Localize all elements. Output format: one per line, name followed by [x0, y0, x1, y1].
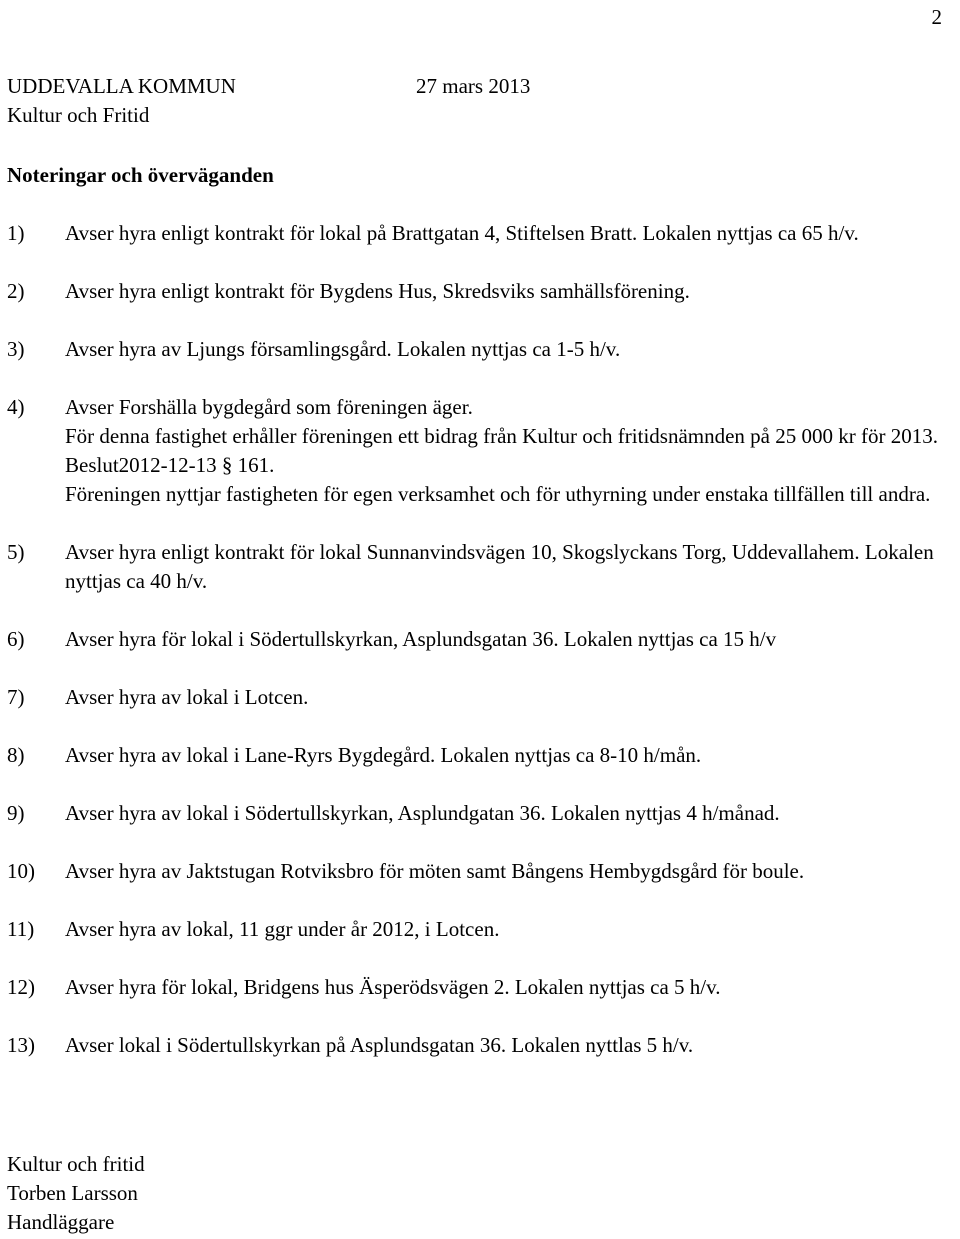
page-number: 2 [931, 5, 942, 29]
note-body [65, 335, 957, 364]
note-text: Avser hyra av Ljungs församlingsgård. Lokalen nyttjas ca 1-5 h/v. [65, 337, 621, 361]
note-text: Avser hyra av lokal i Lotcen. [65, 685, 309, 709]
signature-name: Torben Larsson [7, 1181, 138, 1205]
note-item [7, 973, 957, 1002]
note-text: Avser hyra av lokal, 11 ggr under år 2012, i Lotcen. [65, 917, 500, 941]
document-date: 27 mars 2013 [416, 74, 531, 98]
notes-list [7, 219, 957, 1060]
note-body [65, 219, 957, 248]
note-body [65, 973, 957, 1002]
signature-department: Kultur och fritid [7, 1152, 145, 1176]
note-body [65, 799, 957, 828]
note-item [7, 857, 957, 886]
note-item [7, 538, 957, 596]
note-item [7, 625, 957, 654]
note-text: Avser Forshälla bygdegård som föreningen äger. [65, 395, 473, 419]
note-number: 4) [7, 395, 25, 419]
header-top-line [7, 72, 907, 101]
note-number: 8) [7, 743, 25, 767]
note-body [65, 857, 957, 886]
note-body [65, 393, 957, 509]
note-item [7, 915, 957, 944]
signature-block [7, 1150, 145, 1237]
note-text: Avser hyra av lokal i Södertullskyrkan, Asplundgatan 36. Lokalen nyttjas 4 h/månad. [65, 801, 780, 825]
note-body [65, 741, 957, 770]
note-number: 10) [7, 859, 35, 883]
note-item [7, 683, 957, 712]
note-text: Avser hyra enligt kontrakt för Bygdens Hus, Skredsviks samhällsförening. [65, 279, 690, 303]
note-item [7, 219, 957, 248]
note-text: Avser hyra av Jaktstugan Rotviksbro för möten samt Bångens Hembygdsgård för boule. [65, 859, 805, 883]
department-name: Kultur och Fritid [7, 103, 150, 127]
note-item [7, 741, 957, 770]
page-title: Noteringar och överväganden [7, 163, 274, 187]
note-item [7, 335, 957, 364]
signature-role: Handläggare [7, 1210, 115, 1234]
note-body [65, 1031, 957, 1060]
note-body [65, 683, 957, 712]
note-number: 13) [7, 1033, 35, 1057]
note-text: Avser lokal i Södertullskyrkan på Asplundsgatan 36. Lokalen nyttlas 5 h/v. [65, 1033, 694, 1057]
note-item [7, 1031, 957, 1060]
note-text: Avser hyra enligt kontrakt för lokal Sunnanvindsvägen 10, Skogslyckans Torg, Uddevallahem. Lokalen nyttjas ca 40 h/v. [65, 540, 934, 593]
note-number: 12) [7, 975, 35, 999]
note-body [65, 915, 957, 944]
note-number: 2) [7, 279, 25, 303]
note-number: 9) [7, 801, 25, 825]
document-header [7, 72, 907, 130]
note-number: 5) [7, 540, 25, 564]
note-text: Avser hyra enligt kontrakt för lokal på Brattgatan 4, Stiftelsen Bratt. Lokalen nyttjas ca 65 h/v. [65, 221, 859, 245]
note-body [65, 277, 957, 306]
note-text: För denna fastighet erhåller föreningen ett bidrag från Kultur och fritidsnämnden på 25 000 kr för 2013. Beslut2012-12-13 § 161. [65, 424, 938, 477]
note-number: 1) [7, 221, 25, 245]
note-text: Föreningen nyttjar fastigheten för egen verksamhet och för uthyrning under enstaka tillfällen till andra. [65, 482, 931, 506]
note-number: 11) [7, 917, 35, 941]
note-body [65, 625, 957, 654]
note-number: 3) [7, 337, 25, 361]
note-number: 6) [7, 627, 25, 651]
note-body [65, 538, 957, 596]
note-item [7, 799, 957, 828]
note-item [7, 393, 957, 509]
note-text: Avser hyra av lokal i Lane-Ryrs Bygdegård. Lokalen nyttjas ca 8-10 h/mån. [65, 743, 702, 767]
organization-name: UDDEVALLA KOMMUN [7, 74, 236, 98]
note-text: Avser hyra för lokal, Bridgens hus Äsperödsvägen 2. Lokalen nyttjas ca 5 h/v. [65, 975, 721, 999]
note-number: 7) [7, 685, 25, 709]
note-item [7, 277, 957, 306]
note-text: Avser hyra för lokal i Södertullskyrkan, Asplundsgatan 36. Lokalen nyttjas ca 15 h/v [65, 627, 777, 651]
